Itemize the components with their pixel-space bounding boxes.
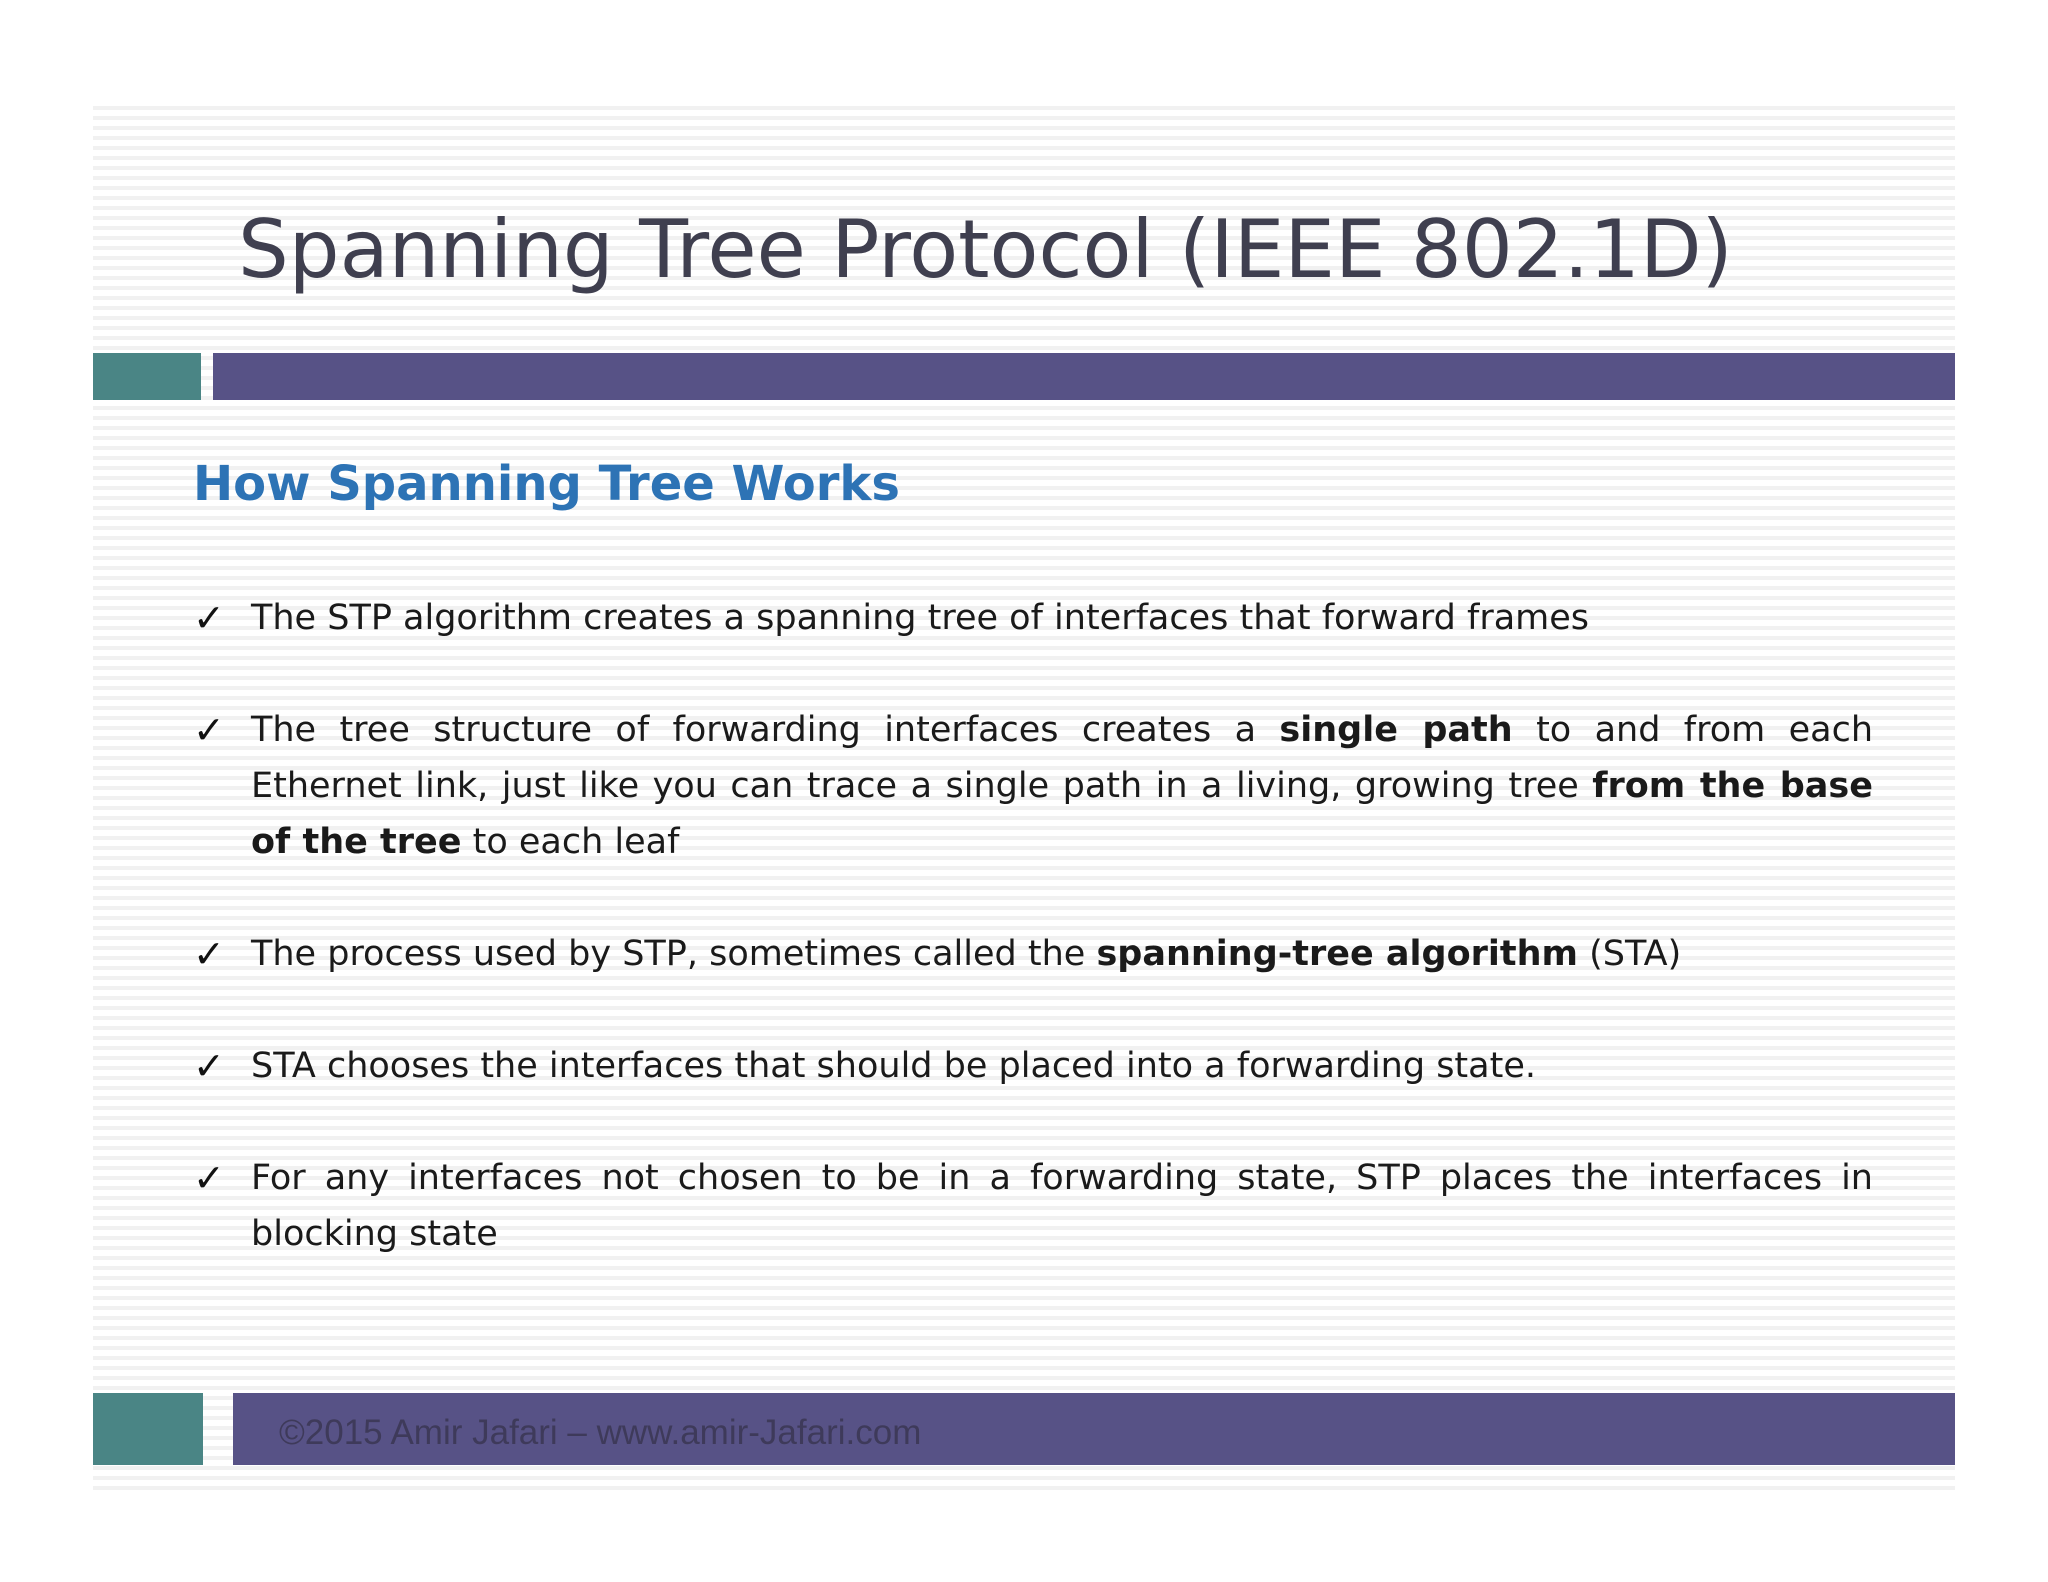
- bullet-text-part: The tree structure of forwarding interfaces creates a: [251, 710, 1280, 750]
- bullet-text-bold: spanning-tree algorithm: [1096, 934, 1579, 974]
- title-accent-purple-bar: [213, 353, 1955, 400]
- bullet-text: [251, 1046, 1536, 1086]
- checkmark-icon: ✓: [193, 1044, 225, 1088]
- bullet-item: [193, 1038, 1873, 1094]
- bullet-list: [193, 590, 1873, 1318]
- bullet-text: [251, 598, 1589, 638]
- footer-accent-teal-bar: [93, 1393, 203, 1465]
- bullet-text-part: to each leaf: [461, 822, 680, 862]
- checkmark-icon: ✓: [193, 596, 225, 640]
- bullet-text-part: to and from each Ethernet link, just like you can trace a single path in a living, growing tree: [251, 710, 1873, 806]
- bullet-text: [251, 934, 1681, 974]
- title-accent-teal-bar: [93, 353, 201, 400]
- checkmark-icon: ✓: [193, 708, 225, 752]
- section-heading: How Spanning Tree Works: [193, 456, 900, 512]
- bullet-item: [193, 1150, 1873, 1262]
- slide-title: Spanning Tree Protocol (IEEE 802.1D): [238, 203, 1733, 296]
- bullet-text: [251, 1158, 1873, 1254]
- bullet-item: [193, 702, 1873, 870]
- bullet-text-bold: from the base of the tree: [251, 766, 1873, 862]
- bullet-item: [193, 590, 1873, 646]
- checkmark-icon: ✓: [193, 932, 225, 976]
- bullet-text: [251, 710, 1873, 862]
- bullet-text-bold: single path: [1279, 710, 1513, 750]
- checkmark-icon: ✓: [193, 1156, 225, 1200]
- footer-copyright: ©2015 Amir Jafari – www.amir-Jafari.com: [279, 1413, 922, 1452]
- slide: [93, 100, 1955, 1490]
- bullet-text-part: The process used by STP, sometimes called the: [251, 934, 1097, 974]
- bullet-text-part: The STP algorithm creates a spanning tree of interfaces that forward frames: [251, 598, 1590, 638]
- bullet-text-part: (STA): [1578, 934, 1682, 974]
- bullet-text-part: STA chooses the interfaces that should be placed into a forwarding state.: [251, 1046, 1536, 1086]
- bullet-text-part: For any interfaces not chosen to be in a forwarding state, STP places the interfaces in blocking state: [251, 1158, 1873, 1254]
- bullet-item: [193, 926, 1873, 982]
